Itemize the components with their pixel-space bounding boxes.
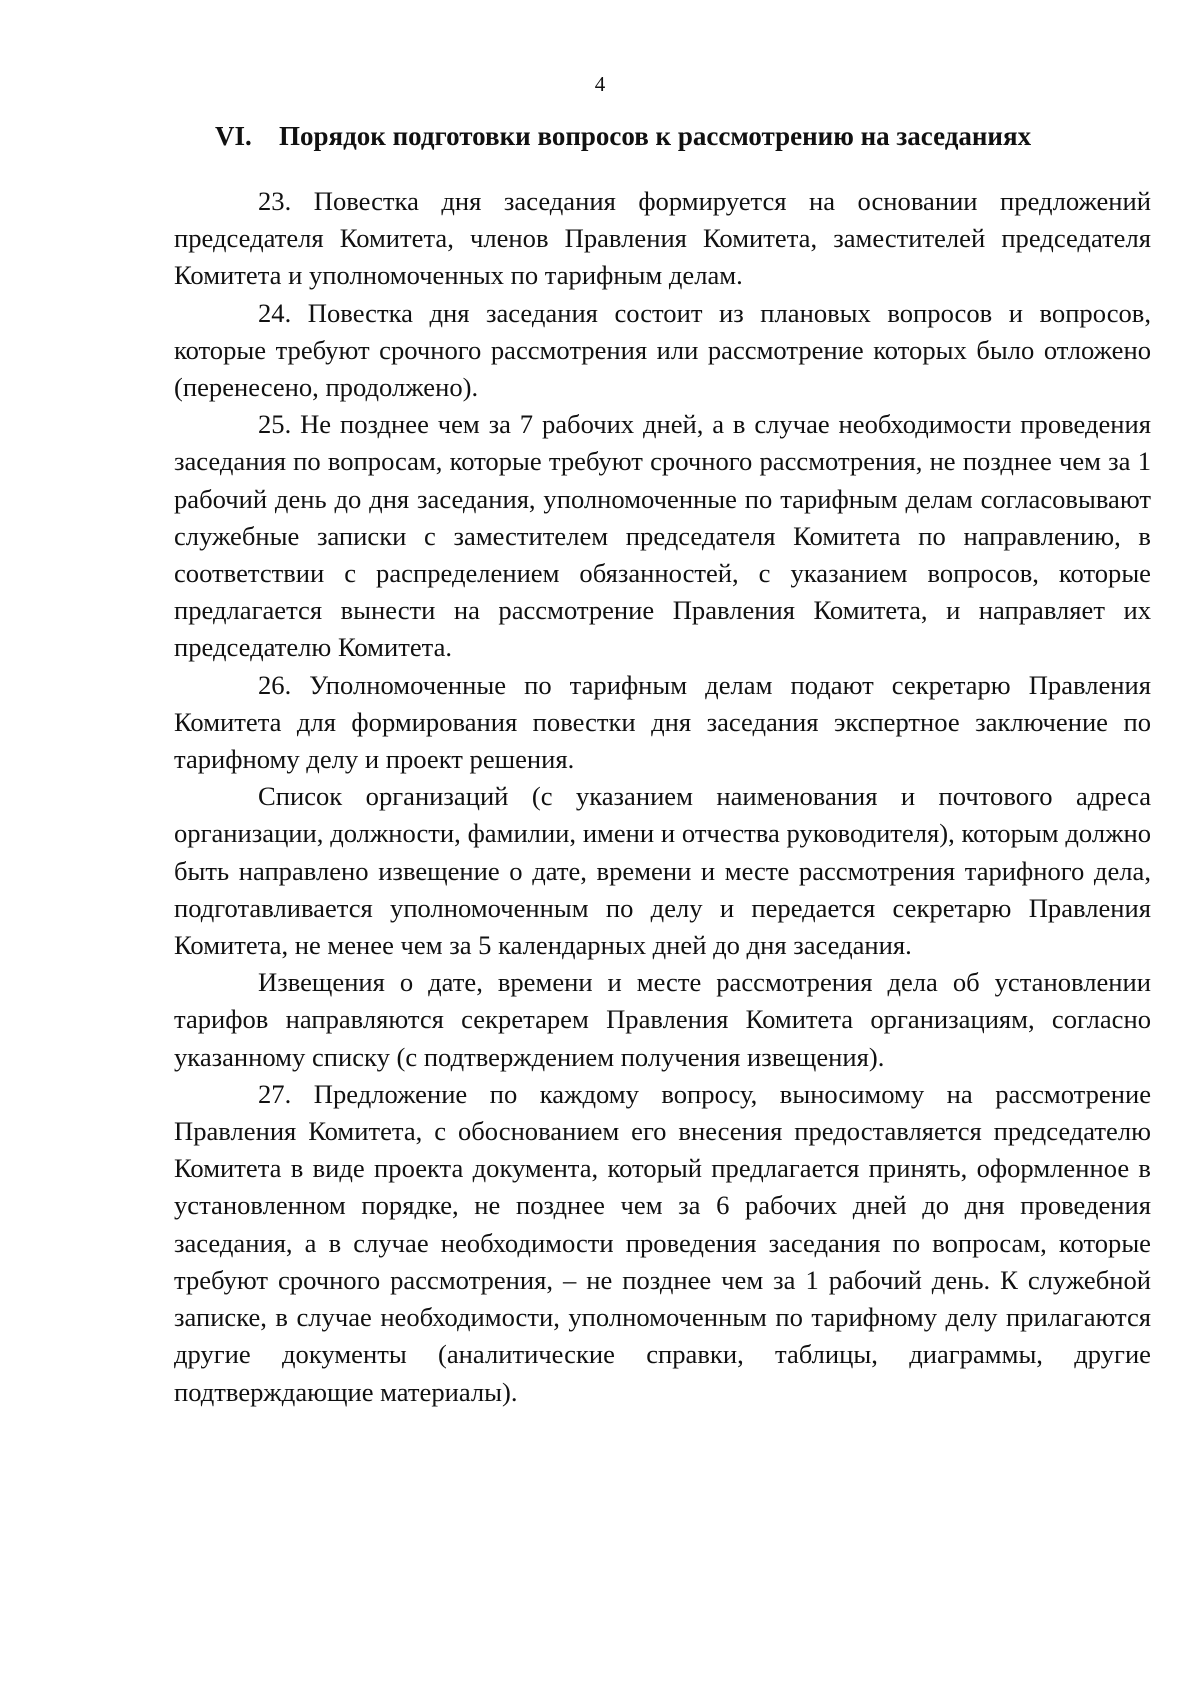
paragraph-26-notices: Извещения о дате, времени и месте рассмотрения дела об установлении тарифов направляются секретарем Правления Комитета организациям, согласно указанному списку (с подтверждением получения извещения). bbox=[174, 967, 1151, 1072]
paragraph-24: 24. Повестка дня заседания состоит из плановых вопросов и вопросов, которые требуют срочного рассмотрения или рассмотрение которых было отложено (перенесено, продолжено). bbox=[174, 297, 1151, 403]
page-number: 4 bbox=[594, 72, 606, 96]
body-text bbox=[174, 183, 1151, 1411]
paragraph-26: 26. Уполномоченные по тарифным делам подают секретарю Правления Комитета для формирования повестки дня заседания экспертное заключение по тарифному делу и проект решения. bbox=[174, 669, 1151, 775]
paragraph-26-org-list: Список организаций (с указанием наименования и почтового адреса организации, должности, фамилии, имени и отчества руководителя), которым должно быть направлено извещение о дате, времени и месте рассмотрения тарифного дела, подготавливается уполномоченным по делу и передается секретарю Правления Комитета, не менее чем за 5 календарных дней до дня заседания. bbox=[174, 781, 1151, 961]
paragraph-27: 27. Предложение по каждому вопросу, выносимому на рассмотрение Правления Комитета, с обоснованием его внесения предоставляется председателю Комитета в виде проекта документа, который предлагается принять, оформленное в установленном порядке, не позднее чем за 6 рабочих дней до дня проведения заседания, а в случае необходимости проведения заседания по вопросам, которые требуют срочного рассмотрения, – не позднее чем за 1 рабочий день. К служебной записке, в случае необходимости, уполномоченным по тарифному делу прилагаются другие документы (аналитические справки, таблицы, диаграммы, другие подтверждающие материалы). bbox=[174, 1078, 1151, 1407]
section-heading bbox=[215, 120, 1115, 152]
section-number: VI. bbox=[215, 121, 252, 151]
paragraph-23: 23. Повестка дня заседания формируется на основании предложений председателя Комитета, членов Правления Комитета, заместителей председателя Комитета и уполномоченных по тарифным делам. bbox=[174, 186, 1151, 291]
paragraph-25: 25. Не позднее чем за 7 рабочих дней, а в случае необходимости проведения заседания по вопросам, которые требуют срочного рассмотрения, не позднее чем за 1 рабочий день до дня заседания, уполномоченные по тарифным делам согласовывают служебные записки с заместителем председателя Комитета по направлению, в соответствии с распределением обязанностей, с указанием вопросов, которые предлагается вынести на рассмотрение Правления Комитета, и направляет их председателю Комитета. bbox=[174, 409, 1151, 663]
section-title: Порядок подготовки вопросов к рассмотрению на заседаниях bbox=[279, 121, 1032, 151]
